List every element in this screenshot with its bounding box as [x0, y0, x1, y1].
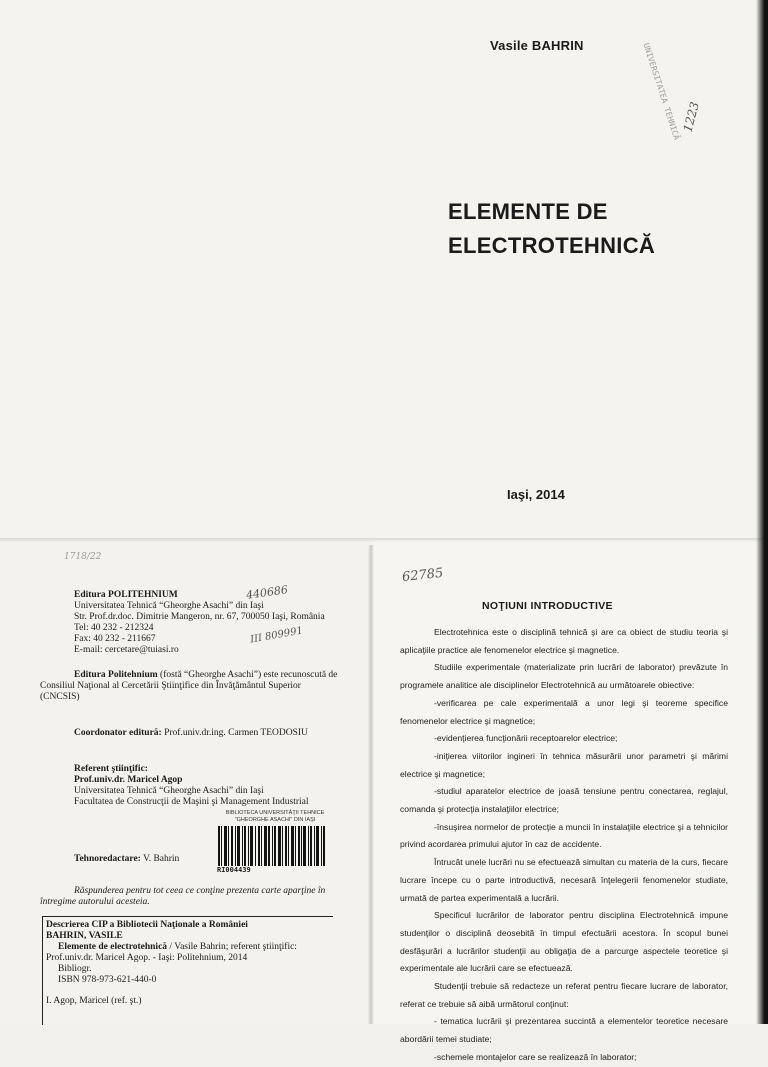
- paragraph: -studiul aparatelor electrice de joasă tensiune pentru conectarea, reglajul, comanda şi protecţia instalaţiilor electrice;: [400, 786, 728, 815]
- recognition-text: (fostă “Gheorghe Asachi”) este recunoscută de Consiliul Naţional al Cercetării Ştiinţifice din Învăţământul Superior (CNCSIS): [40, 670, 338, 702]
- tehnoredactare-line: [40, 854, 379, 865]
- page-edge-shadow: [0, 538, 768, 542]
- cip-author: BAHRIN, VASILE: [46, 931, 123, 941]
- library-label: [220, 810, 330, 823]
- paragraph: Specificul lucrărilor de laborator pentru disciplina Electrotehnică impune studenţilor o disciplină deosebită în timpul efectuării acestora. În scopul bunei desfăşurări a lucrărilor studenţii au obligaţia de a parcurge aspectele teoretice şi experimentale ale lucrării care se efectuează.: [400, 910, 728, 974]
- publisher-line: Fax: 40 232 - 211667: [74, 634, 156, 644]
- cip-added-entry: I. Agop, Maricel (ref. şt.): [46, 996, 142, 1006]
- publisher-line: Str. Prof.dr.doc. Dimitrie Mangeron, nr. 67, 700050 Iaşi, România: [74, 612, 325, 622]
- spine-shadow: [368, 545, 374, 1024]
- title-line-1: ELEMENTE DE: [448, 199, 608, 224]
- paragraph: -însuşirea normelor de protecţie a muncii în instalaţiile electrice şi a tehnicilor privind acordarea primului ajutor în caz de accidente.: [400, 821, 728, 850]
- coordinator-value: Prof.univ.dr.ing. Carmen TEODOSIU: [161, 728, 308, 738]
- barcode-number: RI004439: [217, 866, 251, 874]
- referent-label: Referent ştiinţific:: [74, 764, 148, 774]
- responsibility-note: Răspunderea pentru tot ceea ce conţine prezenta carte aparţine în întregime autorului acesteia.: [40, 886, 326, 907]
- handwritten-ref-2: III 809991: [249, 625, 304, 646]
- paragraph: -evidenţierea funcţionării receptoarelor electrice;: [434, 733, 618, 744]
- referent-line: Facultatea de Construcţii de Maşini şi Management Industrial: [74, 797, 309, 807]
- introduction-text: [400, 624, 728, 1067]
- stamp-number: 1223: [680, 100, 702, 134]
- cip-heading: Descrierea CIP a Bibliotecii Naţionale a României: [46, 920, 248, 930]
- tehnoredactare-label: Tehnoredactare:: [74, 854, 141, 864]
- place-year: Iaşi, 2014: [507, 487, 565, 502]
- handwritten-ref-1: 440686: [245, 583, 289, 602]
- publisher-line: E-mail: cercetare@tuiasi.ro: [74, 645, 179, 655]
- hand-note-right: 62785: [401, 565, 445, 586]
- cip-title: Elemente de electrotehnică: [58, 942, 168, 952]
- coordinator-line: [40, 728, 379, 739]
- cip-block: [46, 920, 331, 1007]
- paragraph: -verificarea pe cale experimentală a unor legi şi teoreme specifice fenomenelor electrice şi magnetice;: [400, 697, 728, 726]
- referent-name: Prof.univ.dr. Maricel Agop: [74, 775, 183, 785]
- coordinator-label: Coordonator editură:: [74, 728, 162, 738]
- tehnoredactare-value: V. Bahrin: [140, 854, 180, 864]
- paragraph: Studiile experimentale (materializate prin lucrări de laborator) prevăzute în programele analitice ale disciplinelor Electrotehnică au următoarele obiective:: [400, 662, 728, 691]
- recognition-note: [40, 670, 340, 703]
- referent-block: [40, 764, 379, 808]
- publisher-line: Universitatea Tehnică “Gheorghe Asachi” din Iaşi: [74, 601, 264, 611]
- library-label-line-1: BIBLIOTECA UNIVERSITĂŢII TEHNICE: [225, 810, 325, 816]
- title-line-2: ELECTROTEHNICĂ: [448, 233, 656, 258]
- paragraph: Electrotehnica este o disciplină tehnică şi are ca obiect de studiu teoria şi aplicaţiile practice ale fenomenelor electrice şi magnetice.: [400, 627, 728, 655]
- scan-edge: [756, 0, 768, 1024]
- paragraph: - tematica lucrării şi prezentarea succintă a elementelor teoretice necesare abordării temei studiate;: [400, 1016, 728, 1045]
- section-heading: NOŢIUNI INTRODUCTIVE: [482, 600, 613, 612]
- paragraph: Studenţii trebuie să redacteze un referat pentru fiecare lucrare de laborator, referat ce trebuie să aibă următorul conţinut:: [400, 981, 728, 1009]
- paragraph: -iniţierea viitorilor ingineri în tehnica măsurării unor parametri şi mărimi electrice şi magnetice;: [400, 750, 728, 779]
- cip-biblio: Bibliogr.: [58, 964, 92, 974]
- publisher-name: Editura POLITEHNIUM: [74, 590, 178, 600]
- cip-title-rest: / Vasile Bahrin; referent ştiinţific: Prof.univ.dr. Maricel Agop. - Iaşi: Politehnium, 2014: [46, 942, 297, 963]
- paragraph: Întrucât unele lucrări nu se efectuează simultan cu materia de la curs, fiecare lucrare începe cu o parte introductivă, necesară înţelegerii fenomenelor studiate, urmată de partea experimentală a lucrării.: [400, 857, 728, 903]
- publisher-line: Tel: 40 232 - 212324: [74, 623, 154, 633]
- referent-line: Universitatea Tehnică “Gheorghe Asachi” din Iaşi: [74, 786, 264, 796]
- library-stamp: UNIVERSITATEA TEHNICĂ: [641, 42, 682, 141]
- cip-isbn: ISBN 978-973-621-440-0: [58, 975, 157, 985]
- author-name: Vasile BAHRIN: [490, 38, 584, 53]
- publisher-block: [40, 590, 345, 656]
- paragraph: -schemele montajelor care se realizează în laborator;: [434, 1051, 637, 1062]
- hand-note-top: 1718/22: [64, 552, 102, 562]
- book-title: [448, 195, 655, 263]
- library-label-line-2: "GHEORGHE ASACHI" DIN IAŞI: [234, 816, 316, 823]
- recognition-bold: Editura Politehnium: [74, 670, 158, 680]
